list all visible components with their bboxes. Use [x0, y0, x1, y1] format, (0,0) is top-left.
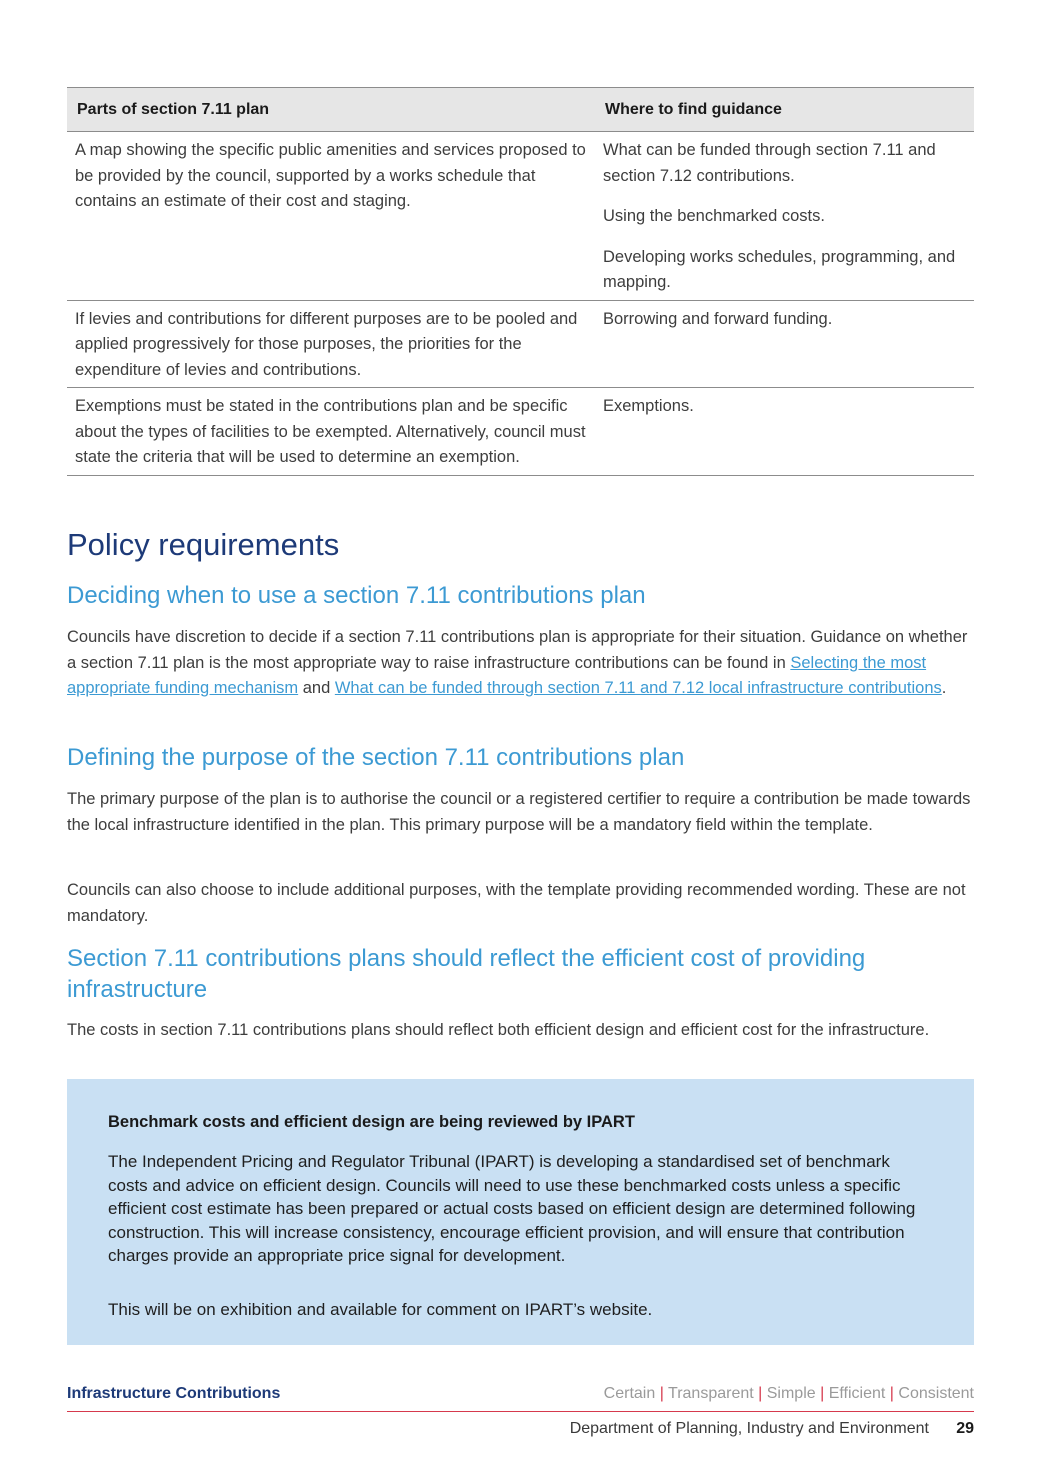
heading-efficient-cost: Section 7.11 contributions plans should reflect the efficient cost of providing infrastructure — [67, 945, 866, 1003]
heading-defining-purpose: Defining the purpose of the section 7.11 contributions plan — [67, 744, 685, 771]
guidance-item: What can be funded through section 7.11 and section 7.12 contributions. — [603, 141, 936, 185]
footer-value: Consistent — [898, 1385, 974, 1402]
paragraph-text: and — [298, 679, 335, 697]
table-row — [67, 388, 974, 476]
table-header-guidance: Where to find guidance — [595, 88, 974, 132]
footer-department: Department of Planning, Industry and Environment — [569, 1420, 929, 1437]
footer-value: Certain — [603, 1385, 656, 1402]
footer-value: Transparent — [668, 1385, 754, 1402]
footer-separator: | — [758, 1385, 763, 1402]
footer-value: Simple — [766, 1385, 816, 1402]
heading-deciding: Deciding when to use a section 7.11 contributions plan — [67, 582, 646, 609]
paragraph-deciding — [67, 625, 974, 702]
page-number: 29 — [956, 1420, 974, 1437]
guidance-table — [67, 87, 974, 476]
callout-note: This will be on exhibition and available for comment on IPART’s website. — [108, 1300, 653, 1319]
footer-separator: | — [659, 1385, 664, 1402]
paragraph-costs: The costs in section 7.11 contributions plans should reflect both efficient design and efficient cost for the infrastructure. — [67, 1021, 930, 1039]
table-cell-guidance — [595, 300, 974, 388]
paragraph-text: Councils have discretion to decide if a section 7.11 contributions plan is appropriate for their situation. Guidance on whether a section 7.11 plan is the most appropriate way to raise infrastructure contributions can be found in — [67, 628, 968, 672]
guidance-item: Borrowing and forward funding. — [603, 309, 833, 328]
table-header-parts: Parts of section 7.11 plan — [67, 88, 595, 132]
paragraph-additional-purposes: Councils can also choose to include additional purposes, with the template providing recommended wording. These are not mandatory. — [67, 881, 966, 925]
section-title: Policy requirements — [67, 527, 340, 562]
table-header-row — [67, 88, 974, 132]
table-row — [67, 132, 974, 301]
table-cell-guidance — [595, 388, 974, 476]
table-cell-part: If levies and contributions for different purposes are to be pooled and applied progressively for those purposes, the priorities for the expenditure of levies and contributions. — [67, 300, 595, 388]
paragraph-primary-purpose: The primary purpose of the plan is to authorise the council or a registered certifier to require a contribution be made towards the local infrastructure identified in the plan. This primary purpose will be a mandatory field within the template. — [67, 790, 971, 834]
table-cell-part: A map showing the specific public amenities and services proposed to be provided by the council, supported by a works schedule that contains an estimate of their cost and staging. — [67, 132, 595, 301]
table-cell-part: Exemptions must be stated in the contributions plan and be specific about the types of facilities to be exempted. Alternatively, council must state the criteria that will be used to determine an exemption. — [67, 388, 595, 476]
footer-doc-title: Infrastructure Contributions — [67, 1385, 281, 1402]
callout-title: Benchmark costs and efficient design are being reviewed by IPART — [108, 1113, 635, 1131]
paragraph-text: . — [941, 679, 947, 697]
footer-separator: | — [820, 1385, 825, 1402]
footer-divider — [67, 1411, 974, 1412]
guidance-item: Developing works schedules, programming, and mapping. — [603, 247, 956, 291]
guidance-item: Using the benchmarked costs. — [603, 207, 825, 225]
callout-box — [67, 1079, 974, 1345]
table-row — [67, 300, 974, 388]
link-funding-mechanism[interactable]: Selecting the most appropriate funding mechanism — [67, 653, 927, 697]
link-what-can-be-funded[interactable]: What can be funded through section 7.11 and 7.12 local infrastructure contributions — [334, 679, 942, 697]
footer-separator: | — [889, 1385, 894, 1402]
callout-body: The Independent Pricing and Regulator Tribunal (IPART) is developing a standardised set of benchmark costs and advice on efficient design. Councils will need to use these benchmarked costs unless a specific efficient cost estimate has been prepared or actual costs based on efficient design are determined following construction. This will increase consistency, encourage efficient provision, and will ensure that contribution charges provide an appropriate price signal for development. — [108, 1152, 916, 1265]
footer-values — [604, 1385, 974, 1403]
footer-value: Efficient — [828, 1385, 886, 1402]
table-cell-guidance — [595, 132, 974, 301]
guidance-item: Exemptions. — [603, 397, 694, 415]
